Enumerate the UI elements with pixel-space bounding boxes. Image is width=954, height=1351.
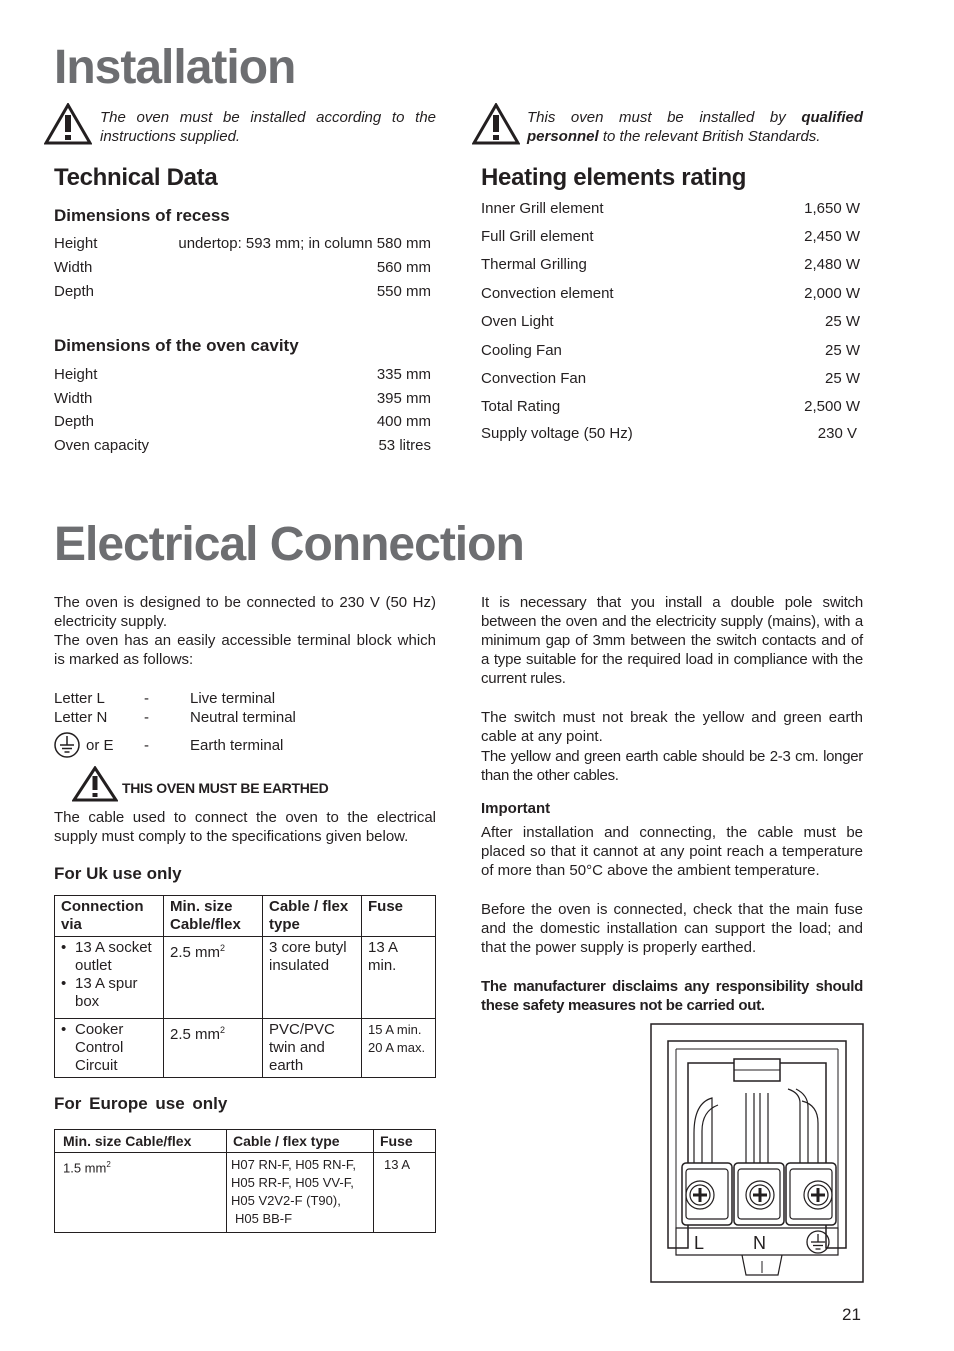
technical-data-heading: Technical Data (54, 164, 218, 191)
terminal-row: Letter N (54, 709, 108, 726)
table-cell: PVC/PVC twin and earth (263, 1019, 362, 1078)
warning-icon (72, 766, 118, 802)
table-header: Fuse (362, 896, 436, 937)
table-cell: 2.5 $mm^2$ (164, 1019, 263, 1078)
page-number: 21 (842, 1305, 861, 1324)
table-header: Cable / flex type (263, 896, 362, 937)
table-header-row (55, 896, 436, 937)
heating-row: Oven Light 25 W (481, 313, 860, 330)
warning-text: to the relevant British Standards. (598, 128, 821, 145)
table-cell: 2.5 $mm^2$ (164, 937, 263, 1019)
diagram-label-n: N (753, 1233, 766, 1253)
table-cell: 13 A min. (362, 937, 436, 1019)
warning-icon (472, 103, 520, 145)
earth-length-paragraph: The yellow and green earth cable should be 2-3 cm. longer than the other cables. (481, 748, 863, 784)
cavity-row: Width 395 mm (54, 390, 431, 407)
table-header: Connection via (55, 896, 164, 937)
earthed-warning: THIS OVEN MUST BE EARTHED (122, 780, 329, 796)
table-cell: • Cooker Control Circuit (55, 1019, 164, 1078)
terminal-dash: - (144, 737, 149, 754)
heating-row: Convection element 2,000 W (481, 285, 860, 302)
electrical-title: Electrical Connection (54, 518, 524, 571)
table-header: Min. size Cable/flex (164, 896, 263, 937)
switch-paragraph: It is necessary that you install a double pole switch between the oven and the electricity supply (mains), with a minimum gap of 3mm between the switch contacts and of a type suitable for the required load in compliance with the current rules. (481, 594, 863, 687)
warning-text-bold: qualified personnel (527, 109, 863, 145)
terminal-dash: - (144, 690, 149, 707)
heating-row: Thermal Grilling 2,480 W (481, 256, 860, 273)
installation-title: Installation (54, 41, 296, 94)
table-row (55, 937, 436, 1019)
table-header: Min. size Cable/flex (55, 1130, 227, 1153)
terminal-desc: Neutral terminal (190, 709, 296, 726)
cable-paragraph: The cable used to connect the oven to the electrical supply must comply to the specifications given below. (54, 809, 436, 845)
table-row (55, 1019, 436, 1078)
heating-row: Full Grill element 2,450 W (481, 228, 860, 245)
diagram-label-l: L (694, 1233, 705, 1253)
terminal-row: or E (86, 737, 114, 754)
heating-row: Total Rating 2,500 W (481, 398, 860, 415)
table-cell: • 13 A socket outlet • 13 A spur box (55, 937, 164, 1019)
table-header: Cable / flex type (227, 1130, 374, 1153)
cavity-row: Depth 400 mm (54, 413, 431, 430)
disclaimer: The manufacturer disclaims any responsibility should these safety measures not be carried out. (481, 978, 863, 1014)
table-cell: 15 A min. 20 A max. (362, 1019, 436, 1078)
warning-icon (44, 103, 92, 145)
table-cell: 13 A (374, 1153, 436, 1233)
heating-heading: Heating elements rating (481, 164, 747, 191)
recess-row: Depth 550 mm (54, 283, 431, 300)
terminal-desc: Live terminal (190, 690, 276, 707)
earth-icon (53, 731, 81, 759)
heating-row: Inner Grill element 1,650 W (481, 200, 860, 217)
cavity-row: Height 335 mm (54, 366, 431, 383)
heating-row: Convection Fan 25 W (481, 370, 860, 387)
fuse-paragraph: Before the oven is connected, check that the main fuse and the domestic installation can support the load; and that the power supply is properly earthed. (481, 901, 863, 956)
cavity-heading: Dimensions of the oven cavity (54, 336, 299, 355)
table-row (55, 1153, 436, 1233)
heating-row: Supply voltage (50 Hz) 230 V (481, 425, 857, 442)
table-cell: 3 core butyl insulated (263, 937, 362, 1019)
europe-table (54, 1129, 436, 1233)
terminal-row: Letter L (54, 690, 105, 707)
recess-heading: Dimensions of recess (54, 206, 230, 225)
uk-table (54, 895, 436, 1078)
earth-paragraph: The switch must not break the yellow and green earth cable at any point. (481, 709, 863, 745)
recess-row: Height undertop: 593 mm; in column 580 mm (54, 235, 431, 252)
intro-paragraph: The oven is designed to be connected to 230 V (50 Hz) electricity supply. (54, 594, 436, 630)
cavity-row: Oven capacity 53 litres (54, 437, 431, 454)
table-header: Fuse (374, 1130, 436, 1153)
uk-heading: For Uk use only (54, 864, 182, 883)
table-cell: H07 RN-F, H05 RN-F, H05 RR-F, H05 VV-F, H05 V2V2-F (T90), H05 BB-F (227, 1153, 374, 1233)
important-heading: Important (481, 800, 551, 817)
installation-warning-left: The oven must be installed according to the instructions supplied. (100, 109, 436, 145)
installation-warning-right (527, 108, 863, 146)
table-header-row (55, 1130, 436, 1153)
heating-row: Cooling Fan 25 W (481, 342, 860, 359)
warning-text: This oven must be installed by (527, 109, 802, 126)
terminal-desc: Earth terminal (190, 737, 284, 754)
intro-paragraph: The oven has an easily accessible terminal block which is marked as follows: (54, 632, 436, 668)
europe-heading: For Europe use only (54, 1094, 228, 1113)
terminal-dash: - (144, 709, 149, 726)
table-cell: 1.5 $mm^2$ (55, 1153, 227, 1233)
recess-row: Width 560 mm (54, 259, 431, 276)
temperature-paragraph: After installation and connecting, the cable must be placed so that it cannot at any point reach a temperature of more than 50°C above the ambient temperature. (481, 824, 863, 879)
